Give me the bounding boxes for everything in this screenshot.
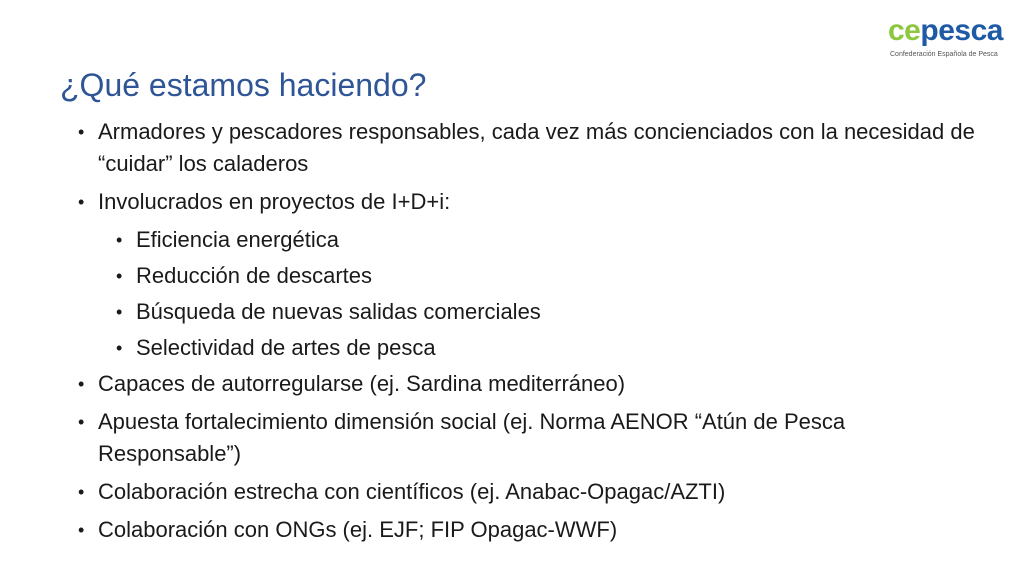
bullet-dot-icon: • xyxy=(78,482,85,502)
logo-wordmark-ce: ce xyxy=(888,14,921,47)
bullet-text: Selectividad de artes de pesca xyxy=(136,335,436,360)
sub-bullet-item xyxy=(116,260,978,292)
bullet-dot-icon: • xyxy=(78,122,85,142)
bullet-text: Colaboración con ONGs (ej. EJF; FIP Opagac-WWF) xyxy=(98,517,618,542)
bullet-text: Reducción de descartes xyxy=(136,263,373,288)
bullet-item xyxy=(78,116,978,180)
bullet-dot-icon: • xyxy=(116,302,123,322)
sub-bullet-item xyxy=(116,332,978,364)
bullet-dot-icon: • xyxy=(78,374,85,394)
logo-wordmark xyxy=(888,14,1003,48)
slide-title: ¿Qué estamos haciendo? xyxy=(60,67,427,103)
bullet-dot-icon: • xyxy=(116,230,123,250)
bullet-list xyxy=(78,116,978,552)
bullet-text: Capaces de autorregularse (ej. Sardina mediterráneo) xyxy=(98,371,626,396)
bullet-item xyxy=(78,186,978,218)
sub-bullet-item xyxy=(116,224,978,256)
bullet-item xyxy=(78,368,978,400)
bullet-text: Búsqueda de nuevas salidas comerciales xyxy=(136,299,541,324)
bullet-dot-icon: • xyxy=(116,338,123,358)
bullet-item xyxy=(78,514,978,546)
bullet-text: Apuesta fortalecimiento dimensión social (ej. Norma AENOR “Atún de Pesca Responsable”) xyxy=(98,409,846,466)
logo-tagline: Confederación Española de Pesca xyxy=(890,51,998,58)
bullet-item xyxy=(78,406,978,470)
bullet-text: Armadores y pescadores responsables, cada vez más concienciados con la necesidad de “cuidar” los caladeros xyxy=(98,119,975,176)
bullet-text: Eficiencia energética xyxy=(136,227,340,252)
logo-wordmark-pesca: pesca xyxy=(920,14,1003,47)
bullet-dot-icon: • xyxy=(78,520,85,540)
bullet-text: Involucrados en proyectos de I+D+i: xyxy=(98,189,451,214)
bullet-dot-icon: • xyxy=(78,192,85,212)
bullet-text: Colaboración estrecha con científicos (ej. Anabac-Opagac/AZTI) xyxy=(98,479,726,504)
sub-bullet-item xyxy=(116,296,978,328)
bullet-dot-icon: • xyxy=(116,266,123,286)
bullet-dot-icon: • xyxy=(78,412,85,432)
cepesca-logo xyxy=(884,14,1012,64)
bullet-item xyxy=(78,476,978,508)
